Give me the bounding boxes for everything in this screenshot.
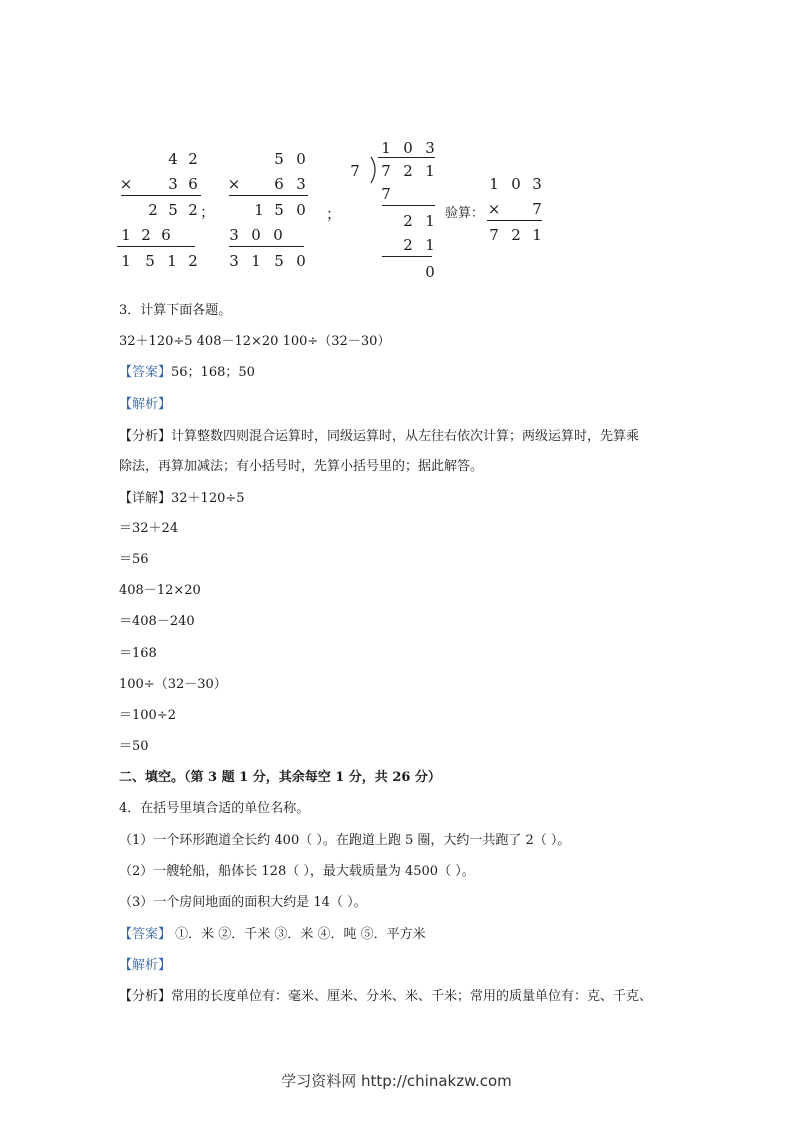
digit: 3: [229, 226, 239, 244]
digit: 2: [188, 201, 198, 219]
analysis-line: [119, 988, 652, 1006]
digit: 0: [251, 226, 261, 244]
quotient-digit: 3: [425, 139, 435, 157]
digit: 5: [145, 252, 155, 270]
digit: 6: [274, 175, 284, 193]
digit: 5: [274, 252, 284, 270]
calc-rule: [229, 195, 308, 196]
analysis-heading: [119, 957, 171, 975]
step-digit: 2: [403, 212, 413, 230]
analysis-tag: 【解析】: [119, 958, 172, 973]
multiply-sign: ×: [119, 175, 133, 193]
digit: 7: [532, 200, 542, 218]
detail-text: 32＋120÷5: [171, 491, 245, 506]
quotient-digit: 1: [381, 139, 391, 157]
multiply-sign: ×: [487, 200, 501, 218]
digit: 1: [251, 252, 261, 270]
answer-text: ①．米 ②．千米 ③．米 ④．吨 ⑤．平方米: [171, 927, 426, 942]
digit: 3: [229, 252, 239, 270]
division-rule: [382, 205, 435, 206]
question-3-title: 3．计算下面各题。: [119, 303, 232, 318]
dividend-digit: 7: [381, 162, 391, 180]
quotient-digit: 0: [403, 139, 413, 157]
digit: 1: [167, 252, 177, 270]
digit: 0: [296, 252, 306, 270]
calc-rule: [117, 246, 195, 247]
digit: 7: [489, 226, 499, 244]
step-line: 408－12×20: [119, 583, 201, 598]
digit: 2: [188, 150, 198, 168]
analysis-line-2: 除法，再算加减法；有小括号时，先算小括号里的；据此解答。: [119, 459, 484, 474]
answer-line: [119, 926, 426, 944]
digit: 3: [168, 175, 178, 193]
calc-rule: [487, 220, 542, 221]
analysis-text: 常用的长度单位有：毫米、厘米、分米、米、千米；常用的质量单位有：克、千克、: [171, 989, 653, 1004]
digit: 0: [296, 201, 306, 219]
question-4-item-3: （3）一个房间地面的面积大约是 14（ ）。: [119, 895, 367, 910]
digit: 1: [532, 226, 542, 244]
digit: 3: [532, 175, 542, 193]
analysis-tag: 【分析】: [119, 989, 172, 1004]
question-3-expressions: 32＋120÷5 408－12×20 100÷（32－30）: [119, 334, 391, 349]
verify-label: 验算：: [445, 206, 485, 221]
digit: 5: [274, 150, 284, 168]
division-bar: [378, 157, 435, 158]
digit: 0: [511, 175, 521, 193]
digit: 1: [254, 201, 264, 219]
question-4-title: 4．在括号里填合适的单位名称。: [119, 801, 310, 816]
question-4-item-1: （1）一个环形跑道全长约 400（ ）。在跑道上跑 5 圈，大约一共跑了 2（ ）。: [119, 833, 571, 848]
step-line: ＝56: [119, 552, 149, 567]
divisor-digit: 7: [350, 162, 360, 180]
digit: 3: [296, 175, 306, 193]
section-2-heading: 二、填空。（第 3 题 1 分，其余每空 1 分，共 26 分）: [119, 770, 441, 785]
step-line: 100÷（32－30）: [119, 677, 227, 692]
question-4-item-2: （2）一艘轮船，船体长 128（ ），最大载质量为 4500（ ）。: [119, 864, 475, 879]
digit: 6: [188, 175, 198, 193]
digit: 2: [141, 226, 151, 244]
analysis-tag: 【分析】: [119, 429, 172, 444]
digit: 2: [148, 201, 158, 219]
dividend-digit: 1: [425, 162, 435, 180]
answer-tag: 【答案】: [119, 927, 172, 942]
analysis-heading: [119, 396, 171, 414]
digit: 0: [273, 226, 283, 244]
footer-watermark: 学习资料网 http://chinakzw.com: [281, 1072, 512, 1090]
step-line: ＝168: [119, 646, 157, 661]
division-rule: [382, 256, 432, 257]
dividend-digit: 2: [403, 162, 413, 180]
digit: 1: [121, 252, 131, 270]
digit: 6: [161, 226, 171, 244]
digit: 1: [121, 226, 131, 244]
digit: 1: [489, 175, 499, 193]
multiply-sign: ×: [227, 175, 241, 193]
step-line: ＝50: [119, 739, 149, 754]
step-digit: 1: [425, 212, 435, 230]
step-digit: 2: [403, 236, 413, 254]
digit: 5: [274, 201, 284, 219]
analysis-tag: 【解析】: [119, 397, 172, 412]
digit: 5: [168, 201, 178, 219]
step-digit: 1: [425, 236, 435, 254]
detail-line: [119, 490, 245, 508]
remainder-digit: 0: [425, 263, 435, 281]
digit: 2: [511, 226, 521, 244]
separator: ；: [326, 205, 342, 223]
digit: 2: [188, 252, 198, 270]
answer-tag: 【答案】: [119, 365, 172, 380]
digit: 4: [168, 150, 178, 168]
step-line: ＝32＋24: [119, 521, 179, 536]
analysis-text: 计算整数四则混合运算时，同级运算时，从左往右依次计算；两级运算时，先算乘: [171, 429, 640, 444]
detail-tag: 【详解】: [119, 491, 172, 506]
answer-line: [119, 364, 255, 382]
analysis-line: [119, 428, 639, 446]
step-line: ＝100÷2: [119, 708, 176, 723]
step-line: ＝408－240: [119, 614, 195, 629]
step-digit: 7: [381, 185, 391, 203]
separator: ；: [200, 203, 216, 221]
digit: 0: [296, 150, 306, 168]
answer-text: 56；168；50: [171, 365, 255, 380]
calc-rule: [229, 246, 304, 247]
calc-rule: [121, 195, 201, 196]
